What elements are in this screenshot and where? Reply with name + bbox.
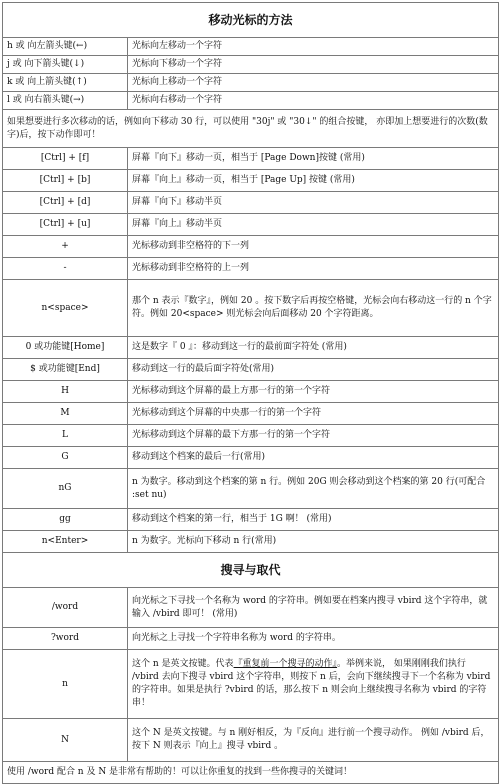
table-row <box>3 719 499 762</box>
desc-cell: 光标向右移动一个字符 <box>128 92 499 110</box>
desc-cell: 屏幕『向上』移动一页，相当于 [Page Up] 按键 (常用) <box>128 170 499 192</box>
section-title-row <box>3 3 499 38</box>
key-cell: G <box>3 447 128 469</box>
desc-cell: n 为数字。光标向下移动 n 行(常用) <box>128 531 499 553</box>
desc-text-post: 。举例来说， 如果刚刚我们执行 /vbird 去向下搜寻 vbird 这个字符串，则按下 n 后，会向下继续搜寻下一个名称为 vbird 的字符串。如果是执行 ?vbird 的话，那么按下 n 则会向上继续搜寻名称为 vbird 的字符串！ <box>132 659 491 708</box>
table-row <box>3 74 499 92</box>
key-cell: n <box>3 650 128 719</box>
desc-cell: 光标移动到非空格符的下一列 <box>128 236 499 258</box>
table-row <box>3 509 499 531</box>
desc-cell: 光标向下移动一个字符 <box>128 56 499 74</box>
desc-cell: 那个 n 表示『数字』，例如 20 。按下数字后再按空格键，光标会向右移动这一行的 n 个字符。例如 20<space> 则光标会向后面移动 20 个字符距离。 <box>128 280 499 337</box>
key-cell: j 或 向下箭头键(↓) <box>3 56 128 74</box>
table-row <box>3 92 499 110</box>
table-row <box>3 359 499 381</box>
desc-cell: 移动到这一行的最后面字符处(常用) <box>128 359 499 381</box>
key-cell: [Ctrl] + [b] <box>3 170 128 192</box>
desc-cell: 这是数字『 0 』：移动到这一行的最前面字符处 (常用) <box>128 337 499 359</box>
desc-cell: 移动到这个档案的第一行，相当于 1G 啊！ (常用) <box>128 509 499 531</box>
key-cell: /word <box>3 588 128 628</box>
cursor-movement-table <box>2 2 499 784</box>
desc-cell: 光标移动到非空格符的上一列 <box>128 258 499 280</box>
table-row <box>3 588 499 628</box>
key-cell: 0 或功能键[Home] <box>3 337 128 359</box>
desc-cell: 屏幕『向上』移动半页 <box>128 214 499 236</box>
key-cell: [Ctrl] + [u] <box>3 214 128 236</box>
table-row <box>3 381 499 403</box>
section-title-move: 移动光标的方法 <box>3 3 499 38</box>
desc-cell: 向光标之下寻找一个名称为 word 的字符串。例如要在档案内搜寻 vbird 这个字符串，就输入 /vbird 即可！ (常用) <box>128 588 499 628</box>
key-cell: L <box>3 425 128 447</box>
table-row <box>3 258 499 280</box>
key-cell: ?word <box>3 628 128 650</box>
key-cell: N <box>3 719 128 762</box>
desc-text-pre: 这个 n 是英文按键。代表 <box>132 659 234 669</box>
key-cell: [Ctrl] + [d] <box>3 192 128 214</box>
key-cell: k 或 向上箭头键(↑) <box>3 74 128 92</box>
table-row <box>3 337 499 359</box>
table-row <box>3 628 499 650</box>
section-title-search: 搜寻与取代 <box>3 553 499 588</box>
key-cell: - <box>3 258 128 280</box>
table-row <box>3 38 499 56</box>
table-row <box>3 56 499 74</box>
table-row <box>3 236 499 258</box>
key-cell: M <box>3 403 128 425</box>
desc-cell: 光标移动到这个屏幕的最上方那一行的第一个字符 <box>128 381 499 403</box>
desc-cell: 光标移动到这个屏幕的最下方那一行的第一个字符 <box>128 425 499 447</box>
section-title-row <box>3 553 499 588</box>
desc-cell <box>128 650 499 719</box>
table-row <box>3 425 499 447</box>
vim-cheatsheet-page <box>2 2 498 784</box>
desc-cell: 屏幕『向下』移动半页 <box>128 192 499 214</box>
key-cell: n<space> <box>3 280 128 337</box>
table-row <box>3 192 499 214</box>
table-row <box>3 447 499 469</box>
key-cell: gg <box>3 509 128 531</box>
key-cell: + <box>3 236 128 258</box>
key-cell: H <box>3 381 128 403</box>
desc-cell: 光标向左移动一个字符 <box>128 38 499 56</box>
table-row <box>3 469 499 509</box>
key-cell: n<Enter> <box>3 531 128 553</box>
key-cell: l 或 向右箭头键(→) <box>3 92 128 110</box>
table-row <box>3 214 499 236</box>
table-row <box>3 148 499 170</box>
move-note: 如果想要进行多次移动的话，例如向下移动 30 行，可以使用 "30j" 或 "30↓" 的组合按键， 亦即加上想要进行的次数(数字)后，按下动作即可！ <box>3 110 499 148</box>
search-note: 使用 /word 配合 n 及 N 是非常有帮助的！可以让你重复的找到一些你搜寻的关键词！ <box>3 762 499 784</box>
table-row <box>3 531 499 553</box>
key-cell: $ 或功能键[End] <box>3 359 128 381</box>
desc-cell: 这个 N 是英文按键。与 n 刚好相反，为『反向』进行前一个搜寻动作。 例如 /vbird 后，按下 N 则表示『向上』搜寻 vbird 。 <box>128 719 499 762</box>
desc-cell: n 为数字。移动到这个档案的第 n 行。例如 20G 则会移动到这个档案的第 20 行(可配合 :set nu) <box>128 469 499 509</box>
key-cell: nG <box>3 469 128 509</box>
underlined-phrase: 『重复前一个搜寻的动作』 <box>233 659 338 669</box>
desc-cell: 移动到这个档案的最后一行(常用) <box>128 447 499 469</box>
table-row <box>3 403 499 425</box>
note-row <box>3 110 499 148</box>
desc-cell: 向光标之上寻找一个字符串名称为 word 的字符串。 <box>128 628 499 650</box>
key-cell: [Ctrl] + [f] <box>3 148 128 170</box>
note-row <box>3 762 499 784</box>
table-row <box>3 280 499 337</box>
table-row <box>3 650 499 719</box>
desc-cell: 屏幕『向下』移动一页，相当于 [Page Down]按键 (常用) <box>128 148 499 170</box>
table-row <box>3 170 499 192</box>
desc-cell: 光标移动到这个屏幕的中央那一行的第一个字符 <box>128 403 499 425</box>
desc-cell: 光标向上移动一个字符 <box>128 74 499 92</box>
key-cell: h 或 向左箭头键(←) <box>3 38 128 56</box>
